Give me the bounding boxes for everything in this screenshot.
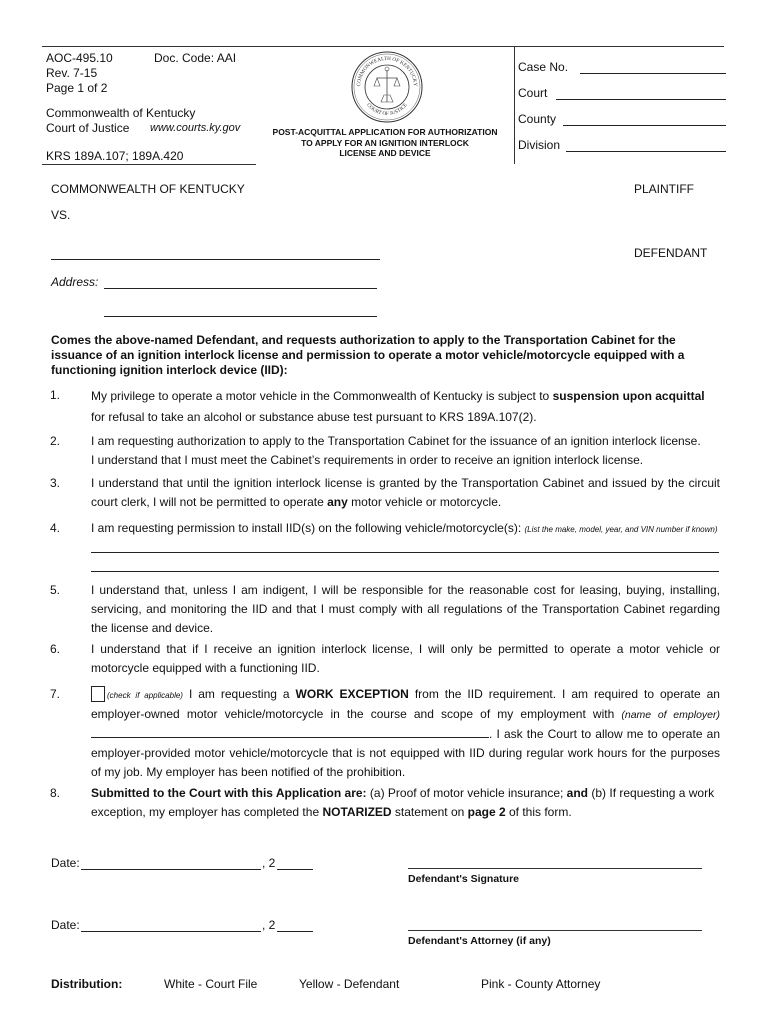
revision: Rev. 7-15 [46,66,98,80]
item-2-text: I am requesting authorization to apply to the Transportation Cabinet for the issuance of an ignition interlock license. I understand that I must meet the Cabinet’s requirements in order to receive an ignition interlock license. [91,434,701,467]
item-4-number: 4. [50,521,61,535]
form-number: AOC-495.10 [46,51,113,65]
work-exception-checkbox[interactable] [91,686,105,702]
distribution-label: Distribution: [51,977,123,991]
distribution-white: White - Court File [164,977,258,991]
defendant-year-prefix: , 2 [262,856,276,870]
employer-name-input[interactable] [91,726,489,738]
court-label: Court [518,86,548,100]
form-title-line2: TO APPLY FOR AN IGNITION INTERLOCK [301,137,469,148]
attorney-year-prefix: , 2 [262,918,276,932]
top-rule [42,46,724,47]
item-5-number: 5. [50,583,61,597]
seal-icon [350,50,424,124]
statute-reference: KRS 189A.107; 189A.420 [46,149,184,163]
attorney-date-label: Date: [51,918,80,932]
defendant-name-input[interactable] [51,246,380,260]
case-no-label: Case No. [518,60,569,74]
item-8-number: 8. [50,786,61,800]
defendant-signature-line[interactable] [408,868,702,869]
item-2-number: 2. [50,434,61,448]
division-label: Division [518,138,561,152]
intro-statement: Comes the above-named Defendant, and requests authorization to apply to the Transportation Cabinet for the issuance of an ignition interlock license and permission to operate a motor vehicle/motorcycle equipped with a functioning ignition interlock device (IID): [51,333,685,377]
vehicle-line1-input[interactable] [91,539,719,553]
commonwealth-label: Commonwealth of Kentucky [46,106,196,120]
distribution-yellow: Yellow - Defendant [299,977,400,991]
svg-text:COURT OF JUSTICE: COURT OF JUSTICE [365,102,409,118]
versus-label: VS. [51,208,71,222]
page-number: Page 1 of 2 [46,81,108,95]
defendant-date-label: Date: [51,856,80,870]
county-input[interactable] [563,112,726,126]
address-line1-input[interactable] [104,275,377,289]
attorney-signature-label: Defendant's Attorney (if any) [408,935,551,947]
form-title-line3: LICENSE AND DEVICE [339,148,431,158]
form-title [256,127,514,159]
item-7-number: 7. [50,687,61,701]
plaintiff-label: PLAINTIFF [634,182,695,196]
form-title-line1: POST-ACQUITTAL APPLICATION FOR AUTHORIZATION [272,127,498,137]
header-left-rule [42,164,256,165]
distribution-pink: Pink - County Attorney [481,977,601,991]
svg-text:COMMONWEALTH OF KENTUCKY: COMMONWEALTH OF KENTUCKY [355,55,419,87]
attorney-year-input[interactable] [277,918,313,932]
item-6-number: 6. [50,642,61,656]
item-3-text: I understand that until the ignition interlock license is granted by the Transportation Cabinet and issued by the circuit court clerk, I will not be permitted to operate any motor vehicle or motorcycle. [91,476,720,509]
vehicle-line2-input[interactable] [91,558,719,572]
court-seal [350,50,424,124]
defendant-year-input[interactable] [277,856,313,870]
attorney-signature-line[interactable] [408,930,702,931]
attorney-date-input[interactable] [81,918,261,932]
item-6-text: I understand that if I receive an ignition interlock license, I will only be permitted to operate a motor vehicle or motorcycle equipped with a functioning IID. [91,642,720,675]
doc-code: Doc. Code: AAI [154,51,237,65]
item-7-text: (check if applicable) I am requesting a WORK EXCEPTION from the IID requirement. I am required to operate an employer-owned motor vehicle/motorcycle in the course and scope of my employment with (name of employer) . I ask the Court to allow me to operate an employer-provided motor vehicle/motorcycle that is not equipped with IID during regular work hours for the purposes of my job. My employer has been notified of the prohibition. [91,687,720,779]
division-input[interactable] [566,138,726,152]
website: www.courts.ky.gov [150,122,241,134]
defendant-date-input[interactable] [81,856,261,870]
case-no-input[interactable] [580,60,726,74]
item-5-text: I understand that, unless I am indigent, I will be responsible for the reasonable cost for leasing, buying, installing, servicing, and monitoring the IID and that I must comply with all regulations of the Transportation Cabinet regarding the license and device. [91,583,720,635]
plaintiff-name: COMMONWEALTH OF KENTUCKY [51,182,245,196]
item-1-text: My privilege to operate a motor vehicle in the Commonwealth of Kentucky is subject to suspension upon acquittal for refusal to take an alcohol or substance abuse test pursuant to KRS 189A.107(2). [91,389,705,424]
defendant-label: DEFENDANT [634,246,708,260]
header-separator [514,46,515,164]
item-1-number: 1. [50,388,61,402]
court-input[interactable] [556,86,726,100]
item-8-text: Submitted to the Court with this Application are: (a) Proof of motor vehicle insurance; and (b) If requesting a work exception, my employer has completed the NOTARIZED statement on page 2 of this form. [91,786,715,819]
county-label: County [518,112,557,126]
court-of-justice-label: Court of Justice [46,121,130,135]
item-3-number: 3. [50,476,61,490]
item-4-text: I am requesting permission to install IID(s) on the following vehicle/motorcycle(s): (List the make, model, year, and VIN number if known) [91,521,718,535]
address-label: Address: [51,275,99,289]
address-line2-input[interactable] [104,303,377,317]
defendant-signature-label: Defendant's Signature [408,873,520,885]
